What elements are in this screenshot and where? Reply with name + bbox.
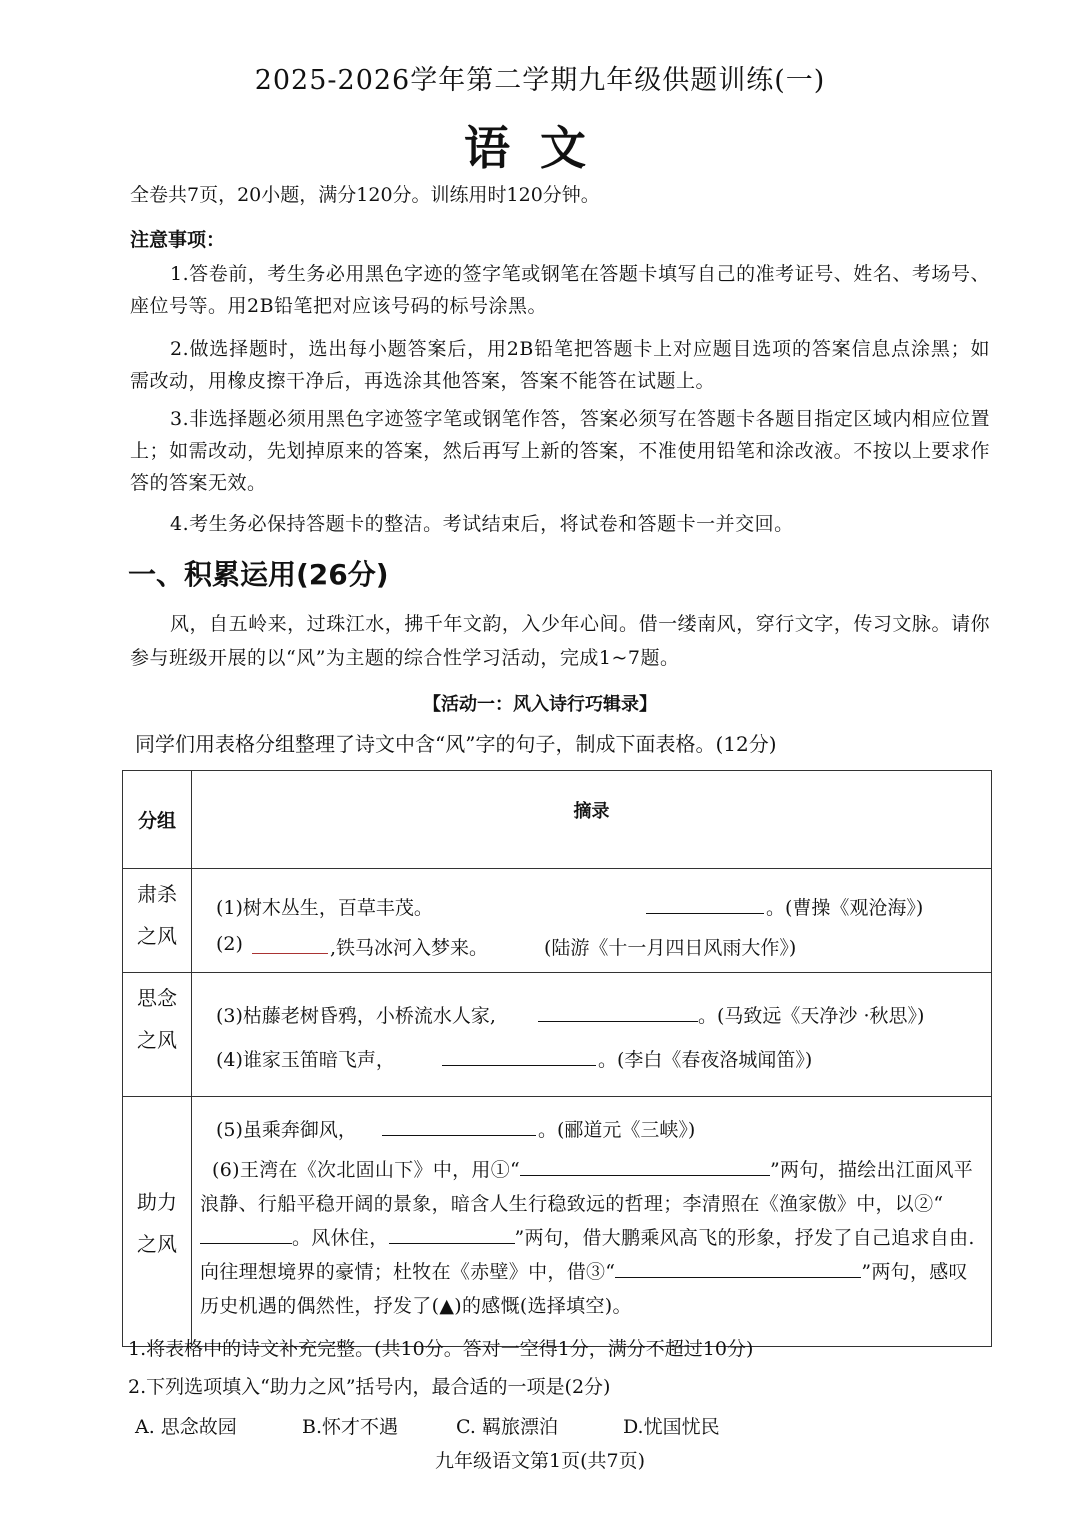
exam-title: 2025-2026学年第二学期九年级供题训练(一) — [254, 65, 826, 96]
subject-title: 语文 — [464, 121, 616, 175]
excerpt-source: (陆游《十一月四日风雨大作》) — [544, 937, 797, 959]
notice-item-3: 3.非选择题必须用黑色字迹签字笔或钢笔作答，答案必须写在答题卡各题目指定区域内相应位置上；如需改动，先划掉原来的答案，然后再写上新的答案，不准使用铅笔和涂改液。不按以上要求作答的答案无效。 — [130, 408, 990, 494]
group-name-line1: 助力 — [137, 1190, 177, 1214]
excerpt-source: 。(李白《春夜洛城闻笛》) — [598, 1049, 813, 1071]
excerpt-line: (3)枯藤老树昏鸦，小桥流水人家, — [216, 1005, 496, 1027]
group-name-line2: 之风 — [137, 924, 177, 948]
excerpt-line: (1)树木丛生，百草丰茂。 — [216, 897, 433, 919]
excerpt-table — [122, 770, 992, 1347]
excerpt-cell — [192, 869, 992, 973]
exam-summary: 全卷共7页，20小题，满分120分。训练用时120分钟。 — [130, 184, 600, 206]
answer-blank[interactable] — [646, 893, 764, 919]
triangle-marker[interactable]: ▲ — [439, 1295, 455, 1317]
option-b[interactable]: B.怀才不遇 — [302, 1416, 399, 1438]
answer-blank[interactable] — [442, 1045, 596, 1071]
excerpt-line: ,铁马冰河入梦来。 — [330, 937, 489, 959]
excerpt-source: 。(郦道元《三峡》) — [538, 1119, 696, 1141]
excerpt-line: (4)谁家玉笛暗飞声， — [216, 1049, 395, 1071]
notice-title: 注意事项： — [130, 229, 226, 251]
group-name-line1: 思念 — [137, 986, 177, 1010]
column-header-excerpt: 摘录 — [192, 771, 992, 869]
group-name-line2: 之风 — [137, 1028, 177, 1052]
excerpt-line: (2) — [216, 933, 243, 955]
notice-item-2: 2.做选择题时，选出每小题答案后，用2B铅笔把答题卡上对应题目选项的答案信息点涂黑；如需改动，用橡皮擦干净后，再选涂其他答案，答案不能答在试题上。 — [130, 338, 990, 392]
answer-blank[interactable] — [520, 1155, 770, 1176]
excerpt-cell — [192, 1097, 992, 1347]
group-name — [123, 973, 192, 1097]
excerpt-source: 。(马致远《天净沙 ·秋思》) — [698, 1005, 925, 1027]
activity-title: 【活动一：风入诗行巧辑录】 — [423, 694, 657, 715]
table-intro: 同学们用表格分组整理了诗文中含“风”字的句子，制成下面表格。(12分) — [135, 732, 777, 756]
column-header-group: 分组 — [123, 771, 192, 869]
section-intro: 风，自五岭来，过珠江水，拂千年文韵，入少年心间。借一缕南风，穿行文字，传习文脉。请你参与班级开展的以“风”为主题的综合性学习活动，完成1~7题。 — [130, 613, 990, 669]
excerpt-cell — [192, 973, 992, 1097]
group-name — [123, 1097, 192, 1347]
notice-item-1: 1.答卷前，考生务必用黑色字迹的签字笔或钢笔在答题卡填写自己的准考证号、姓名、考场号、座位号等。用2B铅笔把对应该号码的标号涂黑。 — [130, 263, 990, 317]
notice-item-4: 4.考生务必保持答题卡的整洁。考试结束后，将试卷和答题卡一并交回。 — [170, 513, 794, 535]
excerpt-line: (5)虽乘奔御风， — [216, 1119, 357, 1141]
option-d[interactable]: D.忧国忧民 — [623, 1416, 720, 1438]
answer-blank[interactable] — [382, 1115, 536, 1141]
answer-blank[interactable] — [538, 1001, 698, 1027]
excerpt-source: 。(曹操《观沧海》) — [766, 897, 924, 919]
question-1: 1.将表格中的诗文补充完整。(共10分。答对一空得1分，满分不超过10分) — [128, 1338, 754, 1360]
option-a[interactable]: A. 思念故园 — [135, 1416, 237, 1438]
section-title: 一、积累运用(26分) — [128, 558, 389, 591]
answer-blank[interactable] — [252, 933, 328, 959]
page-footer: 九年级语文第1页(共7页) — [434, 1450, 645, 1472]
excerpt-paragraph-6: (6)王湾在《次北固山下》中，用①“ ”两句，描绘出江面风平浪静、行船平稳开阔的景象，暗含人生行稳致远的哲理；李清照在《渔家傲》中，以②“。风休住， ”两句，借大鹏乘风高飞的形象，抒发了自己追求自由.向往理想境界的豪情；杜牧在《赤壁》中，借③“ ”两句，感叹历史机遇的偶然性，抒发了(▲)的感慨(选择填空)。 — [200, 1153, 986, 1323]
option-c[interactable]: C. 羁旅漂泊 — [456, 1416, 558, 1438]
answer-blank[interactable] — [615, 1257, 861, 1278]
group-name-line1: 肃杀 — [137, 882, 177, 906]
group-name-line2: 之风 — [137, 1232, 177, 1256]
question-2: 2.下列选项填入“助力之风”括号内，最合适的一项是(2分) — [128, 1376, 611, 1398]
answer-blank[interactable] — [389, 1223, 515, 1244]
group-name — [123, 869, 192, 973]
answer-blank[interactable] — [200, 1223, 292, 1244]
